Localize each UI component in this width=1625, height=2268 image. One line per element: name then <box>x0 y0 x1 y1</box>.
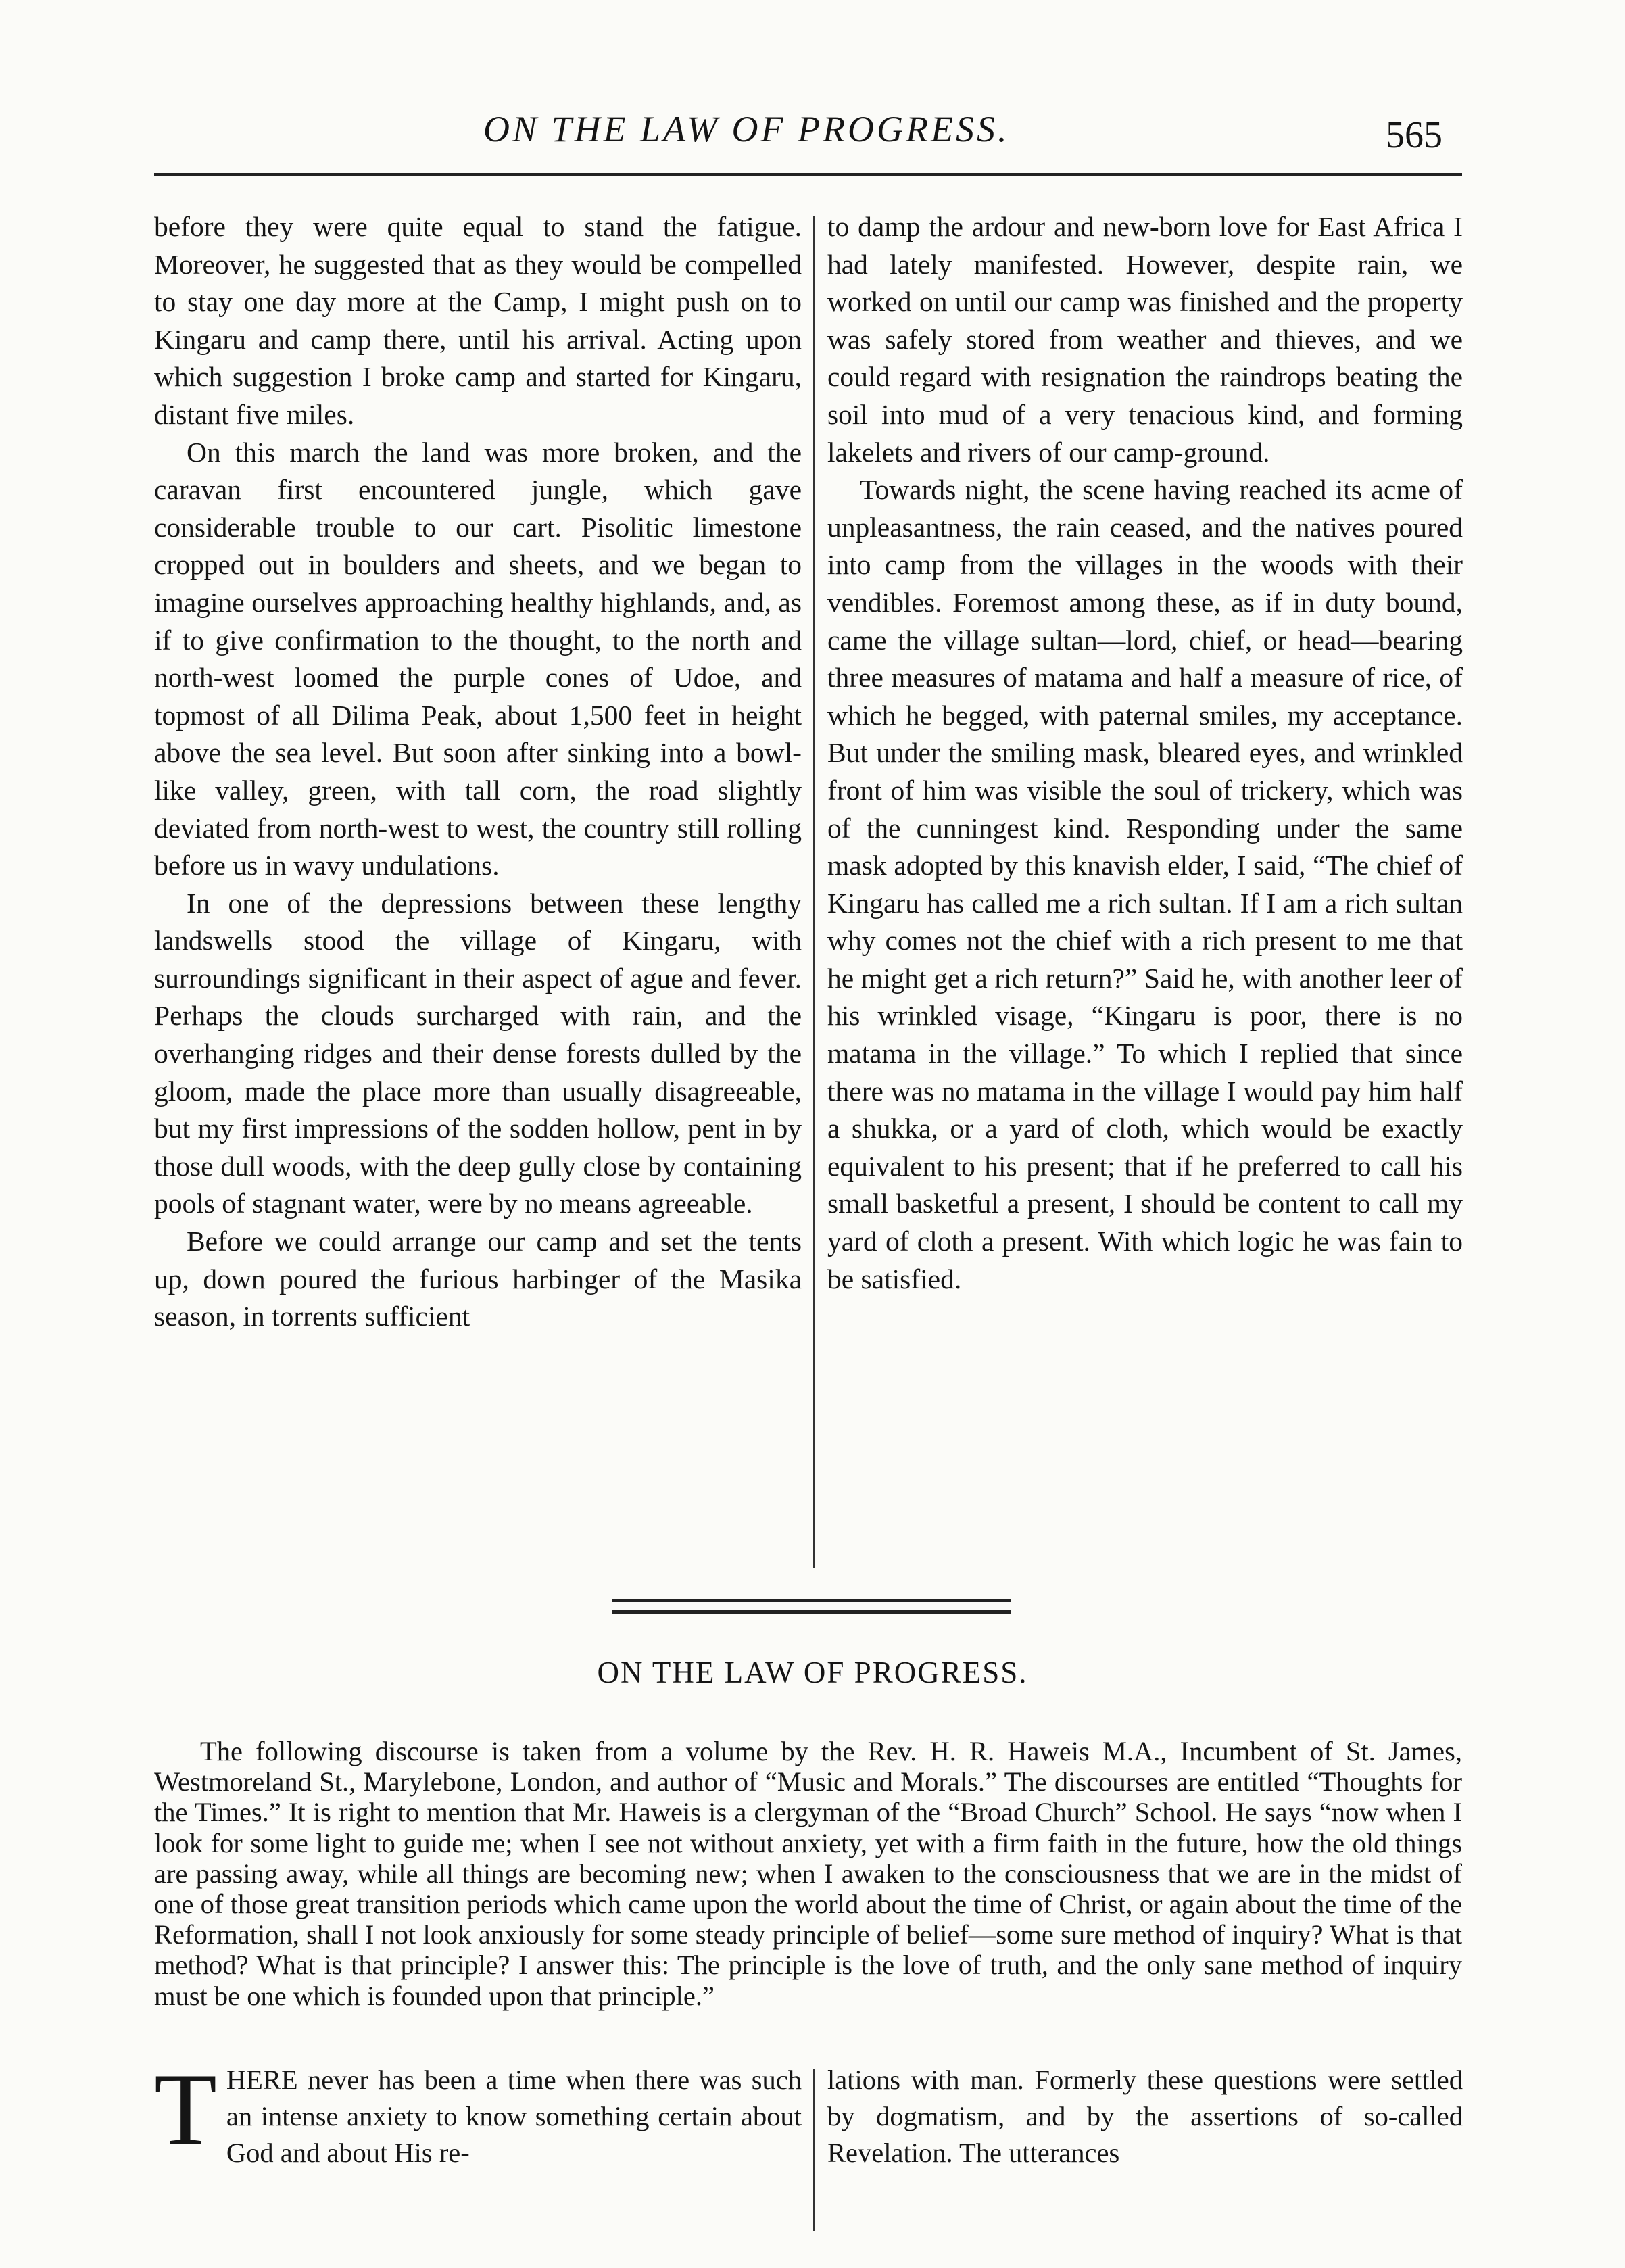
left-column <box>154 208 802 1336</box>
body-right-column <box>827 2062 1463 2171</box>
drop-cap: T <box>154 2052 217 2166</box>
right-column <box>827 208 1463 1298</box>
section-rule <box>612 1610 1011 1614</box>
paragraph: Towards night, the scene having reached its acme of unpleasantness, the rain ceased, and the natives poured into camp from the villages in the woods with their vendibles. Foremost among these, as if in duty bound, came the village sultan—lord, chief, or head—bearing three measures of matama and half a measure of rice, of which he begged, with paternal smiles, my acceptance. But under the smiling mask, bleared eyes, and wrinkled front of him was visible the soul of trickery, which was of the cunningest kind. Responding under the same mask adopted by this knavish elder, I said, “The chief of Kingaru has called me a rich sultan. If I am a rich sultan why comes not the chief with a rich present to me that he might get a rich return?” Said he, with another leer of his wrinkled visage, “Kingaru is poor, there is no matama in the village.” To which I replied that since there was no matama in the village I would pay him half a shukka, or a yard of cloth, which would be exactly equivalent to his present; that if he preferred to call his small basketful a present, I should be content to call my yard of cloth a present. With which logic he was fain to be satisfied. <box>827 474 1463 1295</box>
running-head <box>0 101 1625 162</box>
header-rule <box>154 173 1462 176</box>
running-title: ON THE LAW OF PROGRESS. <box>483 109 1010 149</box>
body-left-column <box>154 2052 802 2171</box>
body-text: HERE never has been a time when there was such an intense anxiety to know something certain about God and about His re- <box>226 2065 802 2168</box>
section-rule <box>612 1599 1011 1602</box>
paragraph: On this march the land was more broken, and the caravan first encountered jungle, which gave considerable trouble to our cart. Pisolitic limestone cropped out in boulders and sheets, and we began to imagine ourselves approaching healthy highlands, and, as if to give confirmation to the thought, to the north and north-west loomed the purple cones of Udoe, and topmost of all Dilima Peak, about 1,500 feet in height above the sea level. But soon after sinking into a bowl-like valley, green, with tall corn, the road slightly deviated from north-west to west, the country still rolling before us in wavy undulations. <box>154 436 802 882</box>
intro-paragraph: The following discourse is taken from a volume by the Rev. H. R. Haweis M.A., Incumbent of St. James, Westmoreland St., Marylebone, London, and author of “Music and Morals.” The discourses are entitled “Thoughts for the Times.” It is right to mention that Mr. Haweis is a clergyman of the “Broad Church” School. He says “now when I look for some light to guide me; when I see not without anxiety, yet with a firm faith in the future, how the old things are passing away, while all things are becoming new; when I awaken to the consciousness that we are in the midst of one of those great transition periods which came upon the world about the time of Christ, or again about the time of the Reformation, shall I not look anxiously for some steady principle of belief—some sure method of inquiry? What is that method? What is that principle? I answer this: The principle is the love of truth, and the only sane method of inquiry must be one which is founded upon that principle.” <box>154 1736 1462 2011</box>
page-number: 565 <box>1386 114 1442 156</box>
paragraph: In one of the depressions between these lengthy landswells stood the village of Kingaru, with surroundings significant in their aspect of ague and fever. Perhaps the clouds surcharged with rain, and the overhanging ridges and their dense forests dulled by the gloom, made the place more than usually disagreeable, but my first impressions of the sodden hollow, pent in by those dull woods, with the deep gully close by containing pools of stagnant water, were by no means agreeable. <box>154 887 802 1220</box>
paragraph: Before we could arrange our camp and set the tents up, down poured the furious harbinger of the Masika season, in torrents sufficient <box>154 1226 802 1332</box>
paragraph: lations with man. Formerly these questions were settled by dogmatism, and by the assertions of so-called Revelation. The utterances <box>827 2065 1463 2168</box>
article-intro <box>154 1736 1462 2011</box>
column-divider <box>813 2069 815 2231</box>
paragraph: to damp the ardour and new-born love for East Africa I had lately manifested. However, despite rain, we worked on until our camp was finished and the property was safely stored from weather and thieves, and we could regard with resignation the raindrops beating the soil into mud of a very tenacious kind, and forming lakelets and rivers of our camp-ground. <box>827 211 1463 468</box>
column-divider <box>813 216 815 1568</box>
paragraph: before they were quite equal to stand the fatigue. Moreover, he suggested that as they would be compelled to stay one day more at the Camp, I might push on to Kingaru and camp there, until his arrival. Acting upon which suggestion I broke camp and started for Kingaru, distant five miles. <box>154 211 802 430</box>
paragraph <box>154 2052 802 2171</box>
article-title: ON THE LAW OF PROGRESS. <box>597 1656 1028 1689</box>
